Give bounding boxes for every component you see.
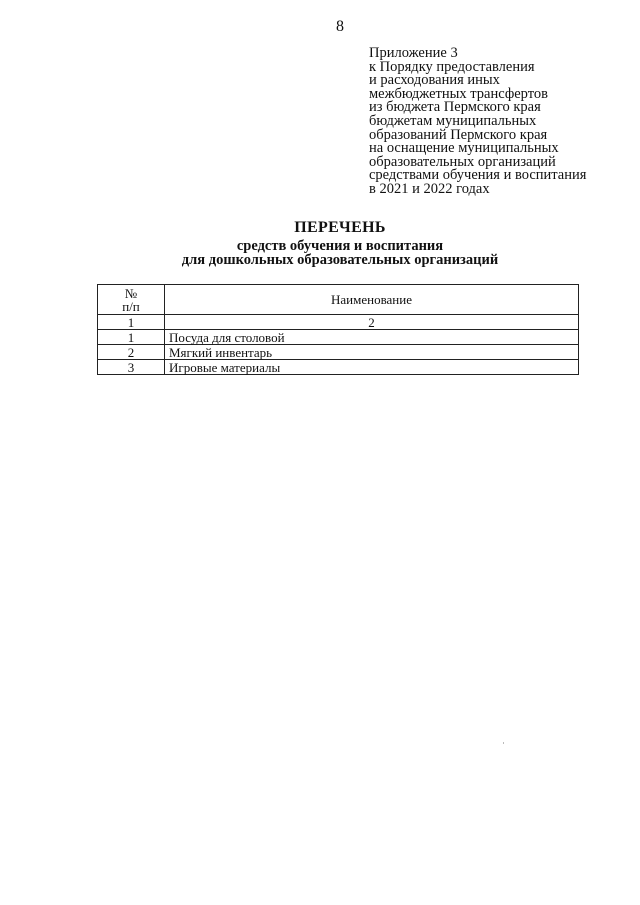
appendix-line: образовательных организаций — [369, 153, 556, 170]
items-table — [97, 284, 579, 375]
column-numbers-row — [98, 315, 579, 330]
table-row — [98, 330, 579, 345]
column-number-cell: 2 — [165, 315, 579, 330]
appendix-line: образований Пермского края — [369, 126, 548, 143]
num-header-line: п/п — [122, 298, 140, 314]
column-number-cell: 1 — [98, 315, 165, 330]
scan-speck — [503, 742, 504, 744]
appendix-line: к Порядку предоставления — [369, 58, 535, 75]
row-number-cell: 1 — [98, 330, 165, 345]
appendix-line: в 2021 и 2022 годах — [369, 180, 490, 197]
appendix-line: из бюджета Пермского края — [369, 99, 541, 116]
table-row — [98, 345, 579, 360]
appendix-line: и расходования иных — [369, 72, 500, 89]
num-column-header — [98, 285, 165, 315]
appendix-line: на оснащение муниципальных — [369, 140, 559, 157]
appendix-reference — [369, 47, 619, 197]
row-number-cell: 2 — [98, 345, 165, 360]
table-row — [98, 360, 579, 375]
appendix-line: средствами обучения и воспитания — [369, 167, 587, 184]
page-number: 8 — [336, 18, 344, 35]
table-header-row — [98, 285, 579, 315]
subtitle-line: средств обучения и воспитания — [236, 238, 444, 254]
document-title: ПЕРЕЧЕНЬ — [294, 219, 386, 236]
appendix-line: Приложение 3 — [369, 45, 458, 61]
row-name-cell: Игровые материалы — [165, 360, 579, 375]
row-name-cell: Мягкий инвентарь — [165, 345, 579, 360]
subtitle-line: для дошкольных образовательных организаций — [181, 252, 499, 268]
row-name-cell: Посуда для столовой — [165, 330, 579, 345]
row-number-cell: 3 — [98, 360, 165, 375]
name-column-header: Наименование — [165, 285, 579, 315]
appendix-line: межбюджетных трансфертов — [369, 85, 548, 102]
num-header-line: № — [124, 285, 138, 301]
appendix-line: бюджетам муниципальных — [369, 112, 537, 129]
document-subtitle — [0, 239, 640, 267]
